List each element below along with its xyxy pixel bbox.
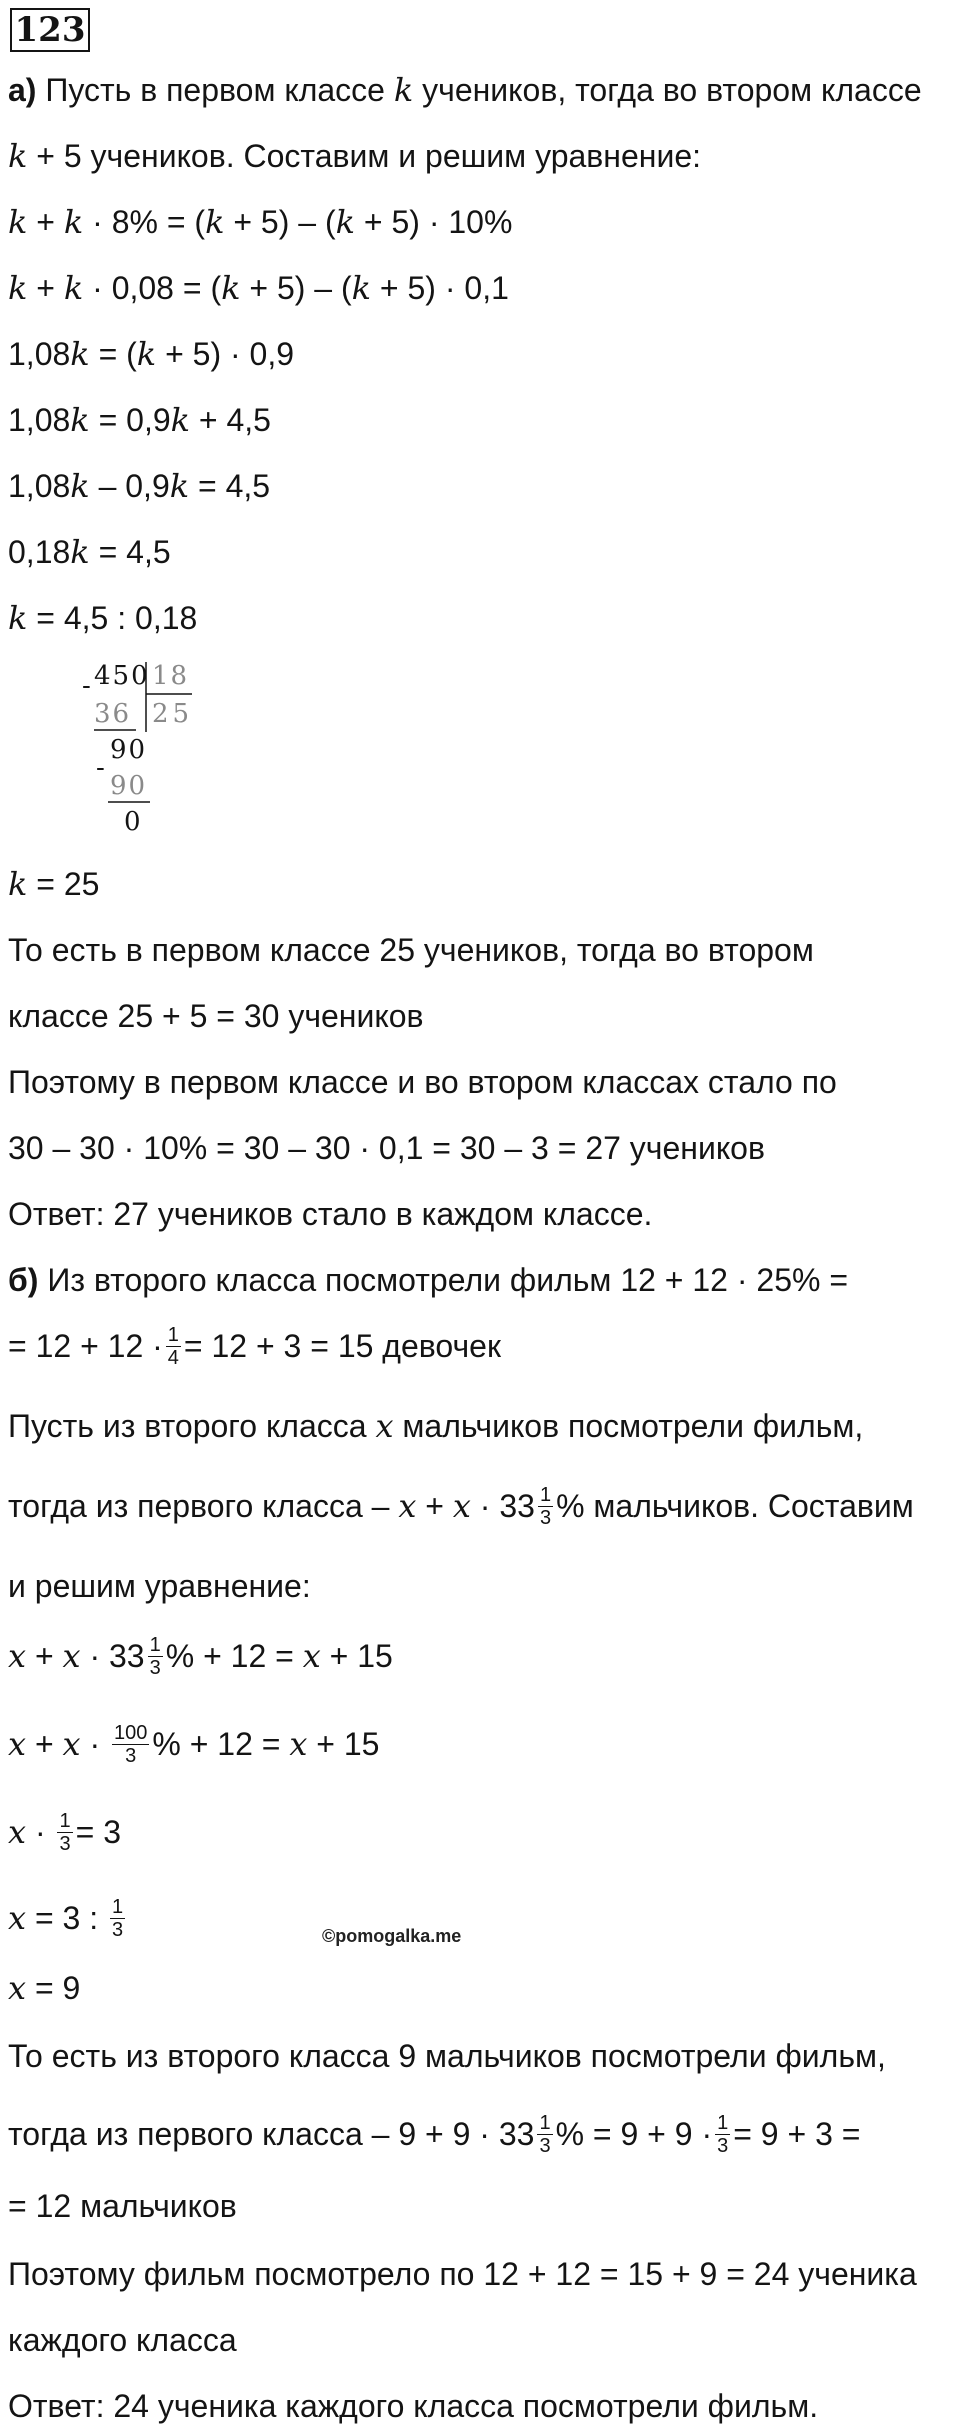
dividend: 450 [94,661,150,691]
long-division [80,660,210,850]
equation-3: 1,08k = (k + 5) · 0,9 [8,335,295,373]
text-b-5: каждого класса [8,2322,237,2358]
divisor: 18 [152,661,190,691]
text-a-2: классе 25 + 5 = 30 учеников [8,998,424,1034]
text-b-3: = 12 мальчиков [8,2188,237,2224]
fraction-one-third-6: $\frac{1}{3}$ [717,2112,729,2158]
part-b-label: б) [8,1262,39,1298]
line-b-3: Пусть из второго класса x мальчиков посмотрели фильм, [8,1407,864,1445]
part-a-label: а) [8,72,37,108]
fraction-one-third-5: $\frac{1}{3}$ [539,2112,551,2158]
line-b-4: тогда из первого класса – x + x · 33 $\frac{1}{3}$ % мальчиков. Составим [8,1484,914,1530]
fraction-one-third-1: $\frac{1}{3}$ [539,1484,552,1530]
text-b-1: То есть из второго класса 9 мальчиков посмотрели фильм, [8,2038,886,2074]
text-a-4: 30 – 30 · 10% = 30 – 30 · 0,1 = 30 – 3 = 27 учеников [8,1130,765,1166]
text-a-1: То есть в первом классе 25 учеников, тогда во втором [8,932,814,968]
equation-6: 0,18k = 4,5 [8,533,171,571]
watermark: ©pomogalka.me [322,1926,462,1946]
equation-4: 1,08k = 0,9k + 4,5 [8,401,271,439]
equation-7: k = 4,5 : 0,18 [8,599,198,637]
subtrahend-2: 90 [110,771,148,801]
answer-a: Ответ: 27 учеников стало в каждом классе. [8,1196,653,1232]
equation-b-4: x = 3 : $\frac{1}{3}$ [8,1896,124,1942]
text-a-3: Поэтому в первом классе и во втором классах стало по [8,1064,837,1100]
problem-number: 123 [10,8,90,52]
line-a-2: k + 5 учеников. Составим и решим уравнение: [8,137,701,175]
fraction-one-quarter: $\frac{1}{4}$ [167,1324,179,1370]
fraction-one-third-4: $\frac{1}{3}$ [111,1896,124,1942]
line-a-1: а) Пусть в первом классе k учеников, тогда во втором классе [8,71,922,109]
line-b-1: б) Из второго класса посмотрели фильм 12 + 12 · 25% = [8,1262,849,1298]
remainder-1: 90 [110,735,148,765]
subtrahend-1: 36 [94,699,132,729]
quotient: 25 [152,699,194,729]
text-b-2: тогда из первого класса – 9 + 9 · 33 $\frac{1}{3}$ % = 9 + 9 · $\frac{1}{3}$ = 9 + 3 = [8,2112,861,2158]
equation-5: 1,08k – 0,9k = 4,5 [8,467,271,505]
fraction-one-third-3: $\frac{1}{3}$ [59,1810,71,1856]
line-b-2: = 12 + 12 · $\frac{1}{4}$ = 12 + 3 = 15 девочек [8,1324,501,1370]
line-b-5: и решим уравнение: [8,1568,311,1604]
equation-b-2: x + x · $\frac{100}{3}$ % + 12 = x + 15 [8,1722,380,1768]
fraction-hundred-thirds: $\frac{100}{3}$ [114,1722,148,1768]
equation-b-5: x = 9 [8,1969,81,2007]
answer-b: Ответ: 24 ученика каждого класса посмотрели фильм. [8,2388,819,2424]
equation-1: k + k · 8% = (k + 5) – (k + 5) · 10% [8,203,513,241]
minus-sign-1: - [82,671,91,701]
equation-b-1: x + x · 33 $\frac{1}{3}$ % + 12 = x + 15 [8,1634,393,1680]
equation-8: k = 25 [8,865,100,903]
equation-b-3: x · $\frac{1}{3}$ = 3 [8,1810,121,1856]
fraction-one-third-2: $\frac{1}{3}$ [149,1634,161,1680]
final-remainder: 0 [124,807,141,837]
minus-sign-2: - [96,753,105,783]
equation-2: k + k · 0,08 = (k + 5) – (k + 5) · 0,1 [8,269,509,307]
text-b-4: Поэтому фильм посмотрело по 12 + 12 = 15 + 9 = 24 ученика [8,2256,917,2292]
